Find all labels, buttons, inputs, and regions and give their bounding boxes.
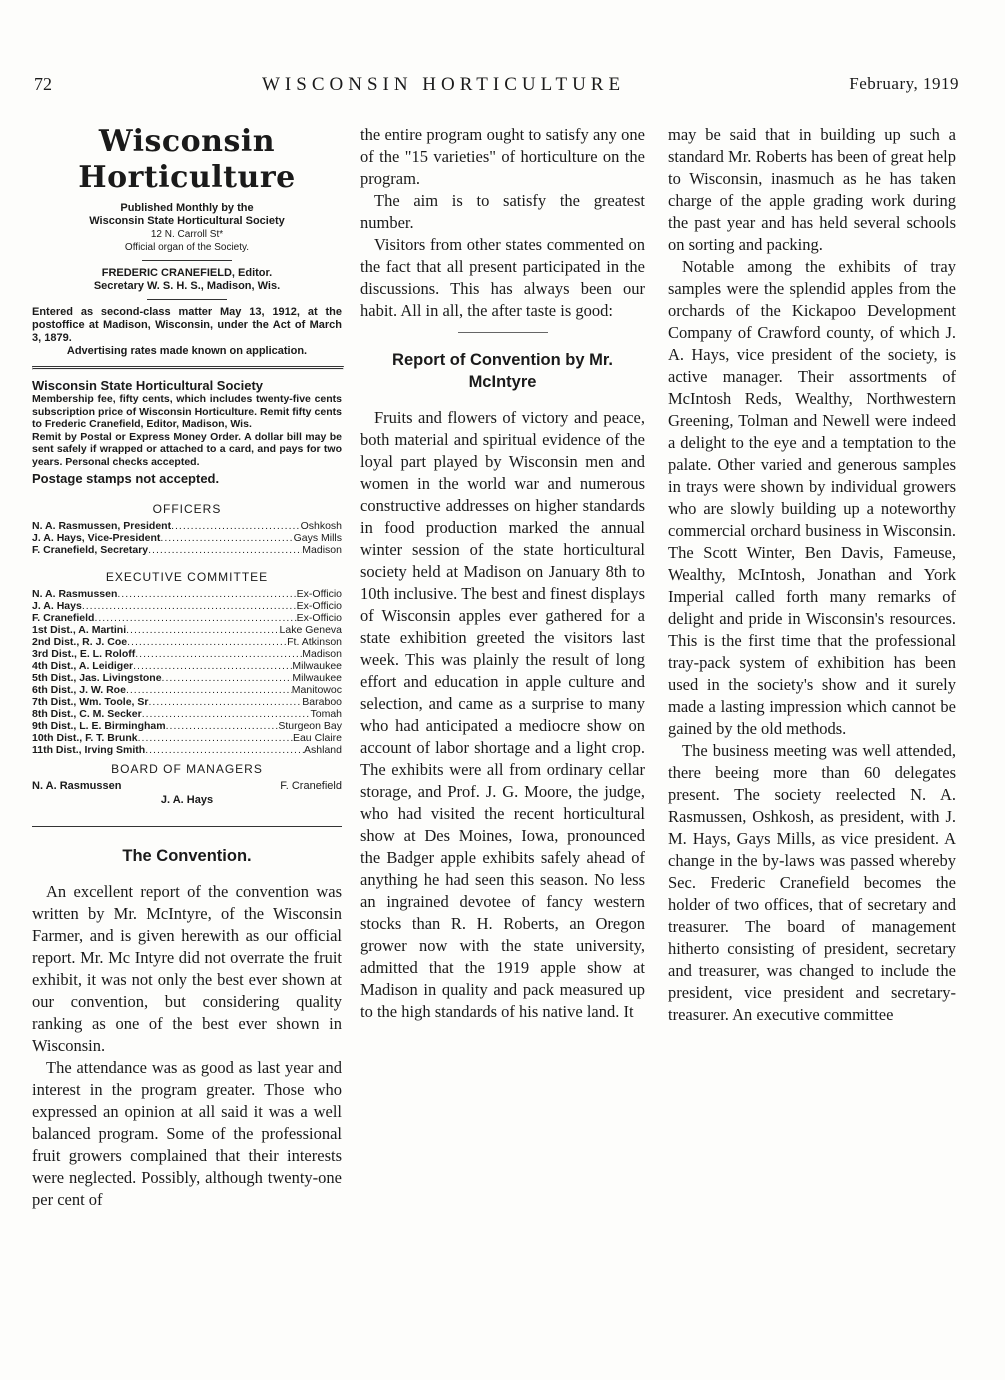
- board-member: N. A. Rasmussen: [32, 780, 122, 792]
- convention-paragraph: The attendance was as good as last year and interest in the program greater. Those who expressed an opinion at all said it was a well balanced program. Some of the professional fruit growers complained that their interests were neglected. Possibly, although twenty-one per cent of: [32, 1058, 342, 1209]
- officers-list: [32, 520, 342, 556]
- postage-notice: Postage stamps not accepted.: [32, 471, 220, 486]
- divider: [142, 260, 232, 261]
- committee-row: F. Cranefield ..... Ex-Officio: [32, 612, 342, 624]
- right-column: [668, 124, 956, 1026]
- committee-row: 1st Dist., A. Martini ..... Lake Geneva: [32, 624, 342, 636]
- membership-notice: Membership fee, fifty cents, which includes twenty-five cents subscription price of Wisconsin Horticulture. Remit fifty cents to Frederic Cranefield, Editor, Madison, Wis.: [32, 393, 342, 430]
- executive-heading: EXECUTIVE COMMITTEE: [105, 570, 269, 584]
- body-paragraph: The business meeting was well attended, there beeing more than 60 delegates present. The society reelected N. A. Rasmussen, Oshkosh, as president, with J. M. Hays, Gays Mills, as vice president. A change in the by-laws was passed whereby Sec. Frederic Cranefield becomes the holder of two offices, that of secretary and treasurer. The board of management hitherto consisting of president, secretary and treasurer, was changed to include the president, vice president and secretary-treasurer. An executive committee: [668, 741, 956, 1024]
- committee-row: 6th Dist., J. W. Roe ..... Manitowoc: [32, 684, 342, 696]
- issue-date: February, 1919: [849, 74, 959, 93]
- published-line-2: Wisconsin State Horticultural Society: [89, 215, 285, 227]
- running-title: WISCONSIN HORTICULTURE: [262, 74, 626, 95]
- board-member: J. A. Hays: [160, 794, 214, 806]
- executive-list: [32, 588, 342, 756]
- committee-row: 4th Dist., A. Leidiger ..... Milwaukee: [32, 660, 342, 672]
- committee-row: 2nd Dist., R. J. Coe ..... Ft. Atkinson: [32, 636, 342, 648]
- divider: [458, 332, 548, 333]
- convention-paragraph: An excellent report of the convention was written by Mr. McIntyre, of the Wisconsin Farmer, and is given herewith as our official report. Mr. Mc Intyre did not overrate the fruit exhibit, it was not only the best ever shown at our convention, but considering quality ranking as one of the best ever shown in Wisconsin.: [32, 882, 342, 1055]
- committee-row: 3rd Dist., E. L. Roloff ..... Madison: [32, 648, 342, 660]
- report-heading: Report of Convention by Mr. McIntyre: [392, 351, 613, 391]
- masthead-title: Wisconsin Horticulture: [78, 124, 296, 195]
- published-line-1: Published Monthly by the: [120, 202, 254, 214]
- committee-row: N. A. Rasmussen ..... Ex-Officio: [32, 588, 342, 600]
- body-paragraph: Fruits and flowers of victory and peace, both material and spiritual evidence of the loyal part played by Wisconsin men and women in the world war and numerous constructive addresses on higher standards in food production marked the annual winter session of the state horticultural society held at Madison on January 8th to 10th inclusive. The best and finest displays of Wisconsin apples ever gathered for a state exhibition greeted the visitors last week. This was plainly the result of long effort and education in apple culture and selection, and came as a surprise to many who had anticipated a mediocre show on account of labor shortage and a light crop. The exhibits were all from ordinary cellar storage, and Prof. J. G. Moore, the judge, who had visited the recent horticultural show at Des Moines, Iowa, pronounced the Badger apple exhibits safely ahead of anything he had seen this season. No less an ingrained devotee of fancy western stocks than R. H. Roberts, an Oregon grower now with the state university, admitted that the 1919 apple show at Madison in quality and pack measured up to the high standards of his native land. It: [360, 408, 645, 1021]
- remit-notice: Remit by Postal or Express Money Order. A dollar bill may be sent safely if wrapped or attached to a card, and pays for two years. Personal checks accepted.: [32, 430, 342, 468]
- body-paragraph: Notable among the exhibits of tray samples were the splendid apples from the orchards of the Kickapoo Development Company of Crawford county, of which J. A. Hays, vice president of the society, is active manager. Their assortments of McIntosh Reds, Wealthy, Northwestern Greening, Tolman and Newell were indeed a delight to the eye and a temptation to the palate. Other varied and generous samples in trays were shown by individual growers who are slowly building up a noteworthy commercial orchard business in Wisconsin. The Scott Winter, Ben Davis, Fameuse, Wealthy, McIntosh, Jonathan and York Imperial called forth many remarks of delight and pride in Wisconsin's resources. This is the first time that the professional tray-pack system of exhibition has been used in the society's show and it surely made a lasting impression which cannot be gained by the old methods.: [668, 257, 956, 738]
- middle-column: [360, 124, 645, 1023]
- board-members: [32, 780, 342, 810]
- secretary-line: Secretary W. S. H. S., Madison, Wis.: [93, 280, 281, 292]
- committee-row: 11th Dist., Irving Smith ..... Ashland: [32, 744, 342, 756]
- officer-row: N. A. Rasmussen, President ..... Oshkosh: [32, 520, 342, 532]
- officer-row: J. A. Hays, Vice-President ..... Gays Mills: [32, 532, 342, 544]
- page-number: 72: [34, 74, 52, 94]
- committee-row: 8th Dist., C. M. Secker ..... Tomah: [32, 708, 342, 720]
- society-title: Wisconsin State Horticultural Society: [32, 378, 264, 393]
- official-organ: Official organ of the Society.: [124, 242, 250, 253]
- body-paragraph: The aim is to satisfy the greatest number.: [360, 191, 645, 232]
- divider: [147, 299, 227, 300]
- left-column: [32, 124, 342, 1211]
- body-paragraph: the entire program ought to satisfy any one of the "15 varieties" of horticulture on the program.: [360, 125, 645, 188]
- board-heading: BOARD OF MANAGERS: [111, 762, 263, 776]
- entered-notice: Entered as second-class matter May 13, 1912, at the postoffice at Madison, Wisconsin, under the Act of March 3, 1879.: [32, 306, 342, 344]
- advertising-notice: Advertising rates made known on application.: [66, 345, 308, 357]
- double-rule: [32, 366, 344, 370]
- committee-row: 9th Dist., L. E. Birmingham ..... Sturgeon Bay: [32, 720, 342, 732]
- officers-heading: OFFICERS: [152, 502, 222, 516]
- body-paragraph: Visitors from other states commented on the fact that all present participated in the discussions. This has always been our habit. All in all, the after taste is good:: [360, 235, 645, 320]
- convention-heading: The Convention.: [122, 847, 252, 865]
- committee-row: 10th Dist., F. T. Brunk ..... Eau Claire: [32, 732, 342, 744]
- committee-row: 5th Dist., Jas. Livingstone ..... Milwaukee: [32, 672, 342, 684]
- committee-row: 7th Dist., Wm. Toole, Sr ..... Baraboo: [32, 696, 342, 708]
- divider: [32, 826, 342, 827]
- officer-row: F. Cranefield, Secretary ..... Madison: [32, 544, 342, 556]
- editor-line: FREDERIC CRANEFIELD, Editor.: [101, 267, 273, 279]
- committee-row: J. A. Hays ..... Ex-Officio: [32, 600, 342, 612]
- address: 12 N. Carroll St*: [150, 229, 224, 240]
- board-member: F. Cranefield: [280, 780, 342, 792]
- page-header: [0, 74, 1005, 104]
- body-paragraph: may be said that in building up such a standard Mr. Roberts has been of great help to Wisconsin, inasmuch as he has taken charge of the apple grading work during the past year and has held several schools on sorting and packing.: [668, 125, 956, 254]
